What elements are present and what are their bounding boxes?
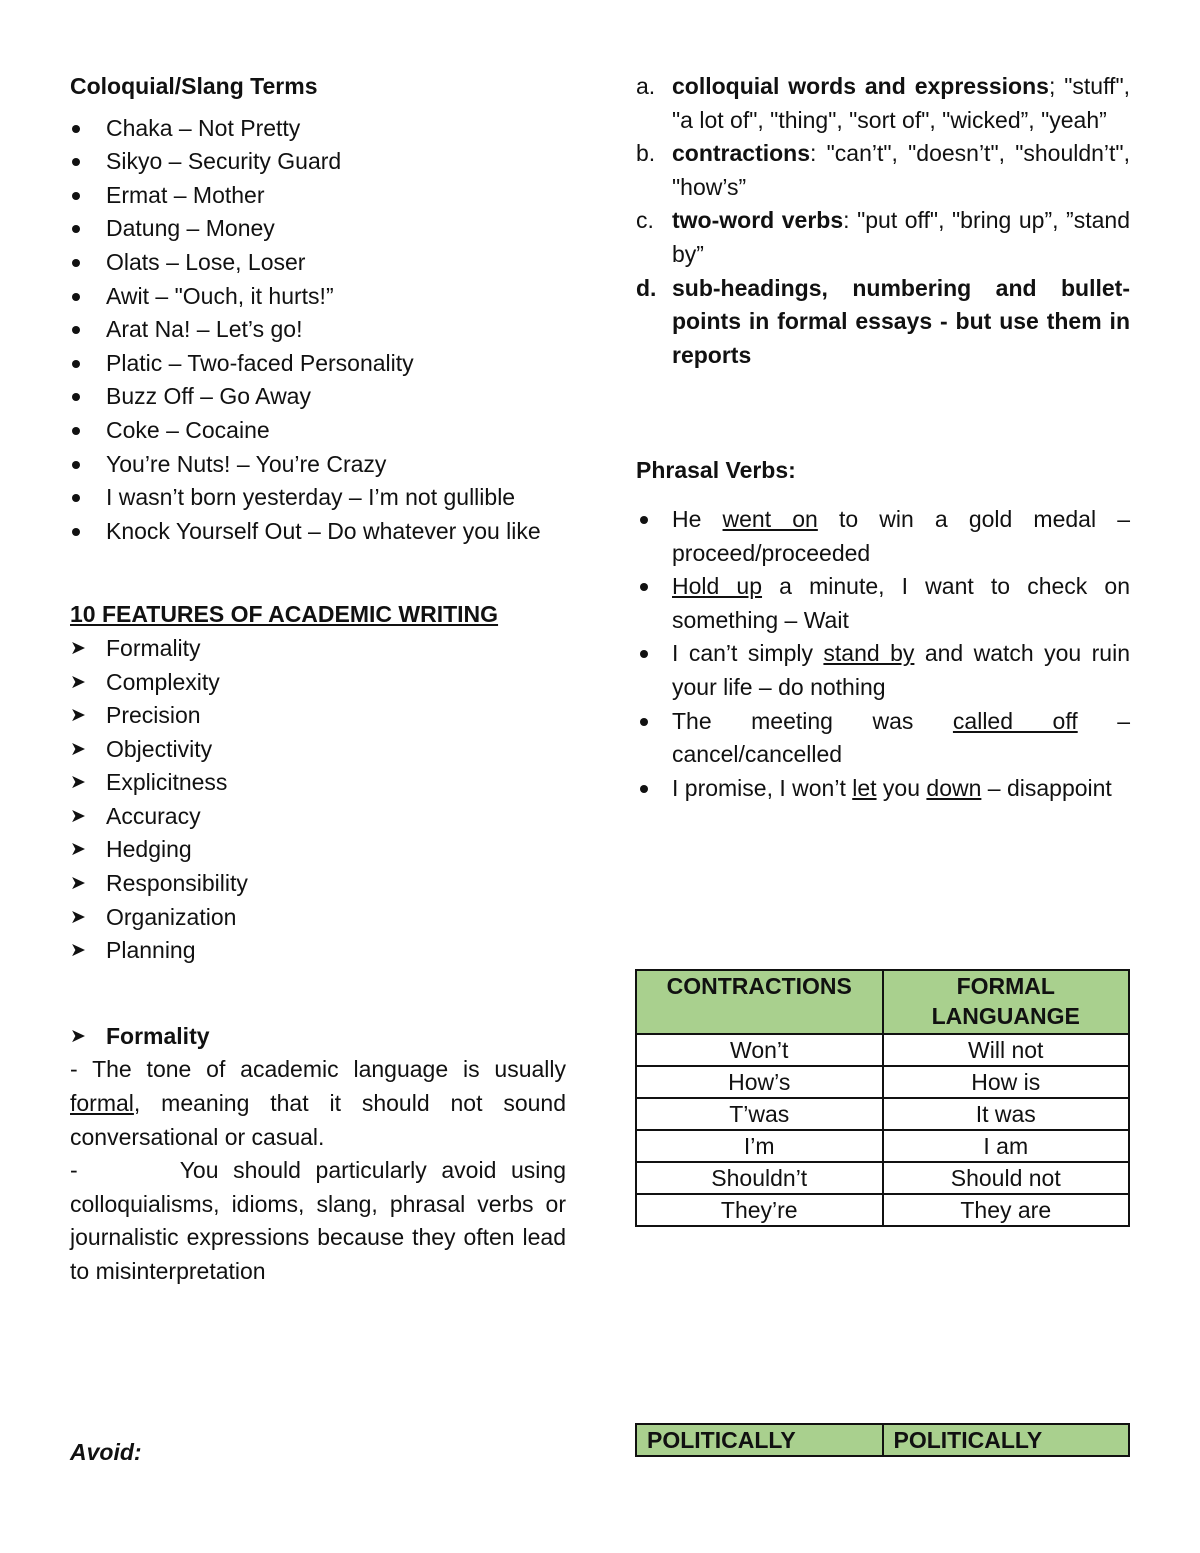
list-item-text: Awit – "Ouch, it hurts!” <box>106 282 334 309</box>
bullet-icon <box>72 293 80 301</box>
arrow-bullet-icon: ➤ <box>70 805 86 827</box>
table-header: FORMAL LANGUANGE <box>883 970 1130 1034</box>
list-item <box>602 637 1130 704</box>
list-item-text: Precision <box>106 702 201 729</box>
phrasal-verb: stand by <box>823 640 915 667</box>
list-item <box>70 347 566 381</box>
bullet-icon <box>72 158 80 166</box>
list-item <box>70 212 566 246</box>
list-item <box>70 833 566 867</box>
list-item-text: Formality <box>106 634 201 661</box>
list-item-text: I can’t simply <box>672 640 824 667</box>
list-item-bold: colloquial words and expressions <box>672 73 1049 99</box>
formality-paragraph-2: - You should particularly avoid using colloquialisms, idioms, slang, phrasal verbs or journalistic expressions because they often lead to misinterpretation <box>70 1157 573 1284</box>
list-item <box>70 414 566 448</box>
list-item-text: Ermat – Mother <box>106 181 265 208</box>
list-item-text: Coke – Cocaine <box>106 416 270 443</box>
contractions-table <box>635 969 1130 1227</box>
list-marker: c. <box>636 207 654 234</box>
slang-heading: Coloquial/Slang Terms <box>70 73 318 99</box>
left-column <box>70 70 573 1289</box>
list-item <box>70 800 566 834</box>
list-item <box>70 515 566 549</box>
table-cell: T’was <box>636 1098 883 1130</box>
list-item-text: You’re Nuts! – You’re Crazy <box>106 450 387 477</box>
arrow-bullet-icon: ➤ <box>70 772 86 794</box>
bullet-icon <box>640 718 648 726</box>
list-item <box>70 632 566 666</box>
formality-section <box>70 1020 566 1054</box>
table-cell: It was <box>883 1098 1130 1130</box>
paragraph-text: - The tone of academic language is usually <box>70 1056 566 1083</box>
list-marker: d. <box>636 274 657 301</box>
phrasal-verb: went on <box>722 505 818 532</box>
table-cell: I am <box>883 1130 1130 1162</box>
list-item-text: Explicitness <box>106 769 228 796</box>
politically-table <box>635 1423 1130 1457</box>
list-item <box>70 666 566 700</box>
bullet-icon <box>640 785 648 793</box>
underlined-term: formal <box>70 1090 134 1117</box>
list-item-text: I promise, I won’t <box>672 774 853 801</box>
table-row <box>636 1034 1129 1066</box>
bullet-icon <box>72 326 80 334</box>
list-item-text: : "put off", "bring up”, ”stand by” <box>672 207 1130 267</box>
list-item <box>70 934 566 968</box>
bullet-icon <box>72 393 80 401</box>
list-item-bold: sub-headings, numbering and bullet-points in formal essays - but use them in reports <box>672 274 1130 368</box>
arrow-bullet-icon: ➤ <box>70 671 86 693</box>
bullet-icon <box>72 225 80 233</box>
list-item-text: a minute, I want to check on something – Wait <box>672 573 1130 633</box>
list-marker: b. <box>636 140 656 167</box>
list-item-text: Organization <box>106 903 237 930</box>
paragraph-text: , meaning that it should not sound conversational or casual. <box>70 1090 566 1150</box>
list-item <box>602 503 1130 570</box>
phrasal-list <box>602 503 1130 805</box>
list-item-text: Responsibility <box>106 870 248 897</box>
list-item-text: Datung – Money <box>106 215 275 242</box>
bullet-icon <box>640 516 648 524</box>
table-cell: How is <box>883 1066 1130 1098</box>
list-item <box>70 179 566 213</box>
right-column <box>636 70 1130 805</box>
list-item-text: Accuracy <box>106 802 201 829</box>
list-item-text: ; "stuff", "a lot of", "thing", "sort of", "wicked”, "yeah” <box>672 73 1131 133</box>
list-item <box>70 481 566 515</box>
formality-heading <box>70 1020 566 1054</box>
phrasal-heading: Phrasal Verbs: <box>636 457 796 484</box>
list-item <box>70 246 566 280</box>
phrasal-verb: let <box>852 774 877 801</box>
list-item-text: He <box>672 505 723 532</box>
list-item-text: Arat Na! – Let’s go! <box>106 316 303 343</box>
list-item <box>70 112 566 146</box>
list-item-bold: two-word verbs <box>672 207 844 234</box>
list-item <box>70 313 566 347</box>
list-item <box>602 137 1130 204</box>
arrow-bullet-icon: ➤ <box>70 873 86 895</box>
list-item-text: I wasn’t born yesterday – I’m not gullible <box>106 484 516 511</box>
table-header: POLITICALLY <box>883 1424 1130 1456</box>
arrow-bullet-icon: ➤ <box>70 839 86 861</box>
table-cell: Shouldn’t <box>636 1162 883 1194</box>
bullet-icon <box>72 494 80 502</box>
list-item-text: and watch you ruin your life – do nothing <box>672 640 1130 700</box>
list-item-text: you <box>876 774 927 801</box>
phrasal-verb: Hold up <box>672 573 763 600</box>
arrow-bullet-icon: ➤ <box>70 738 86 760</box>
table-cell: They’re <box>636 1194 883 1226</box>
bullet-icon <box>640 583 648 591</box>
list-item-text: : "can’t", "doesn’t", "shouldn’t", "how’s” <box>672 140 1130 200</box>
bullet-icon <box>640 650 648 658</box>
table-row <box>636 1162 1129 1194</box>
list-item <box>70 380 566 414</box>
arrow-bullet-icon: ➤ <box>70 1025 86 1047</box>
list-item-text: Buzz Off – Go Away <box>106 383 311 410</box>
table-cell: They are <box>883 1194 1130 1226</box>
table-row <box>636 1130 1129 1162</box>
list-item <box>602 272 1130 373</box>
list-item <box>70 448 566 482</box>
bullet-icon <box>72 360 80 368</box>
phrasal-verb: called off <box>952 707 1078 734</box>
list-item-text: Platic – Two-faced Personality <box>106 349 414 376</box>
list-item-text: – cancel/cancelled <box>672 707 1131 768</box>
bullet-icon <box>72 192 80 200</box>
table-cell: I’m <box>636 1130 883 1162</box>
bullet-icon <box>72 461 80 469</box>
list-item <box>70 733 566 767</box>
list-item <box>70 145 566 179</box>
list-item-text: Sikyo – Security Guard <box>106 148 342 175</box>
table-header-row <box>636 970 1129 1034</box>
list-item <box>602 570 1130 637</box>
table-cell: How’s <box>636 1066 883 1098</box>
list-item <box>602 705 1130 772</box>
table-row <box>636 1194 1129 1226</box>
list-item-text: Chaka – Not Pretty <box>106 114 301 141</box>
table-row <box>636 1066 1129 1098</box>
phrasal-verb: down <box>926 774 982 801</box>
list-item-text: to win a gold medal – proceed/proceeded <box>672 505 1130 566</box>
avoid-label: Avoid: <box>70 1439 142 1465</box>
features-list <box>70 632 566 968</box>
list-item-text: Objectivity <box>106 735 213 762</box>
bullet-icon <box>72 427 80 435</box>
list-item-bold: contractions <box>672 140 811 167</box>
slang-list <box>70 112 566 549</box>
list-item-text: Hedging <box>106 836 192 863</box>
table-cell: Will not <box>883 1034 1130 1066</box>
list-item-text: Olats – Lose, Loser <box>106 248 306 275</box>
formality-heading-text: Formality <box>106 1022 210 1049</box>
bullet-icon <box>72 528 80 536</box>
arrow-bullet-icon: ➤ <box>70 705 86 727</box>
bullet-icon <box>72 259 80 267</box>
arrow-bullet-icon: ➤ <box>70 906 86 928</box>
list-item-text: Complexity <box>106 668 220 695</box>
list-item <box>70 280 566 314</box>
list-item-text: The meeting was <box>672 707 953 734</box>
table-row <box>636 1098 1129 1130</box>
list-item-text: – disappoint <box>981 774 1112 801</box>
features-heading: 10 FEATURES OF ACADEMIC WRITING <box>70 601 499 628</box>
list-item <box>70 867 566 901</box>
list-item <box>70 699 566 733</box>
table-cell: Won’t <box>636 1034 883 1066</box>
list-marker: a. <box>636 73 656 99</box>
list-item <box>70 901 566 935</box>
table-header: POLITICALLY <box>636 1424 883 1456</box>
list-item <box>602 772 1130 806</box>
avoid-list <box>602 70 1130 372</box>
table-header: CONTRACTIONS <box>636 970 883 1034</box>
table-cell: Should not <box>883 1162 1130 1194</box>
list-item <box>602 70 1130 137</box>
table-header-row <box>636 1424 1129 1456</box>
formality-paragraph-1 <box>70 1053 566 1154</box>
list-item <box>70 766 566 800</box>
list-item-text: Knock Yourself Out – Do whatever you like <box>106 517 541 544</box>
bullet-icon <box>72 125 80 133</box>
arrow-bullet-icon: ➤ <box>70 637 86 659</box>
arrow-bullet-icon: ➤ <box>70 940 86 962</box>
list-item-text: Planning <box>106 937 196 964</box>
list-item <box>602 204 1130 271</box>
